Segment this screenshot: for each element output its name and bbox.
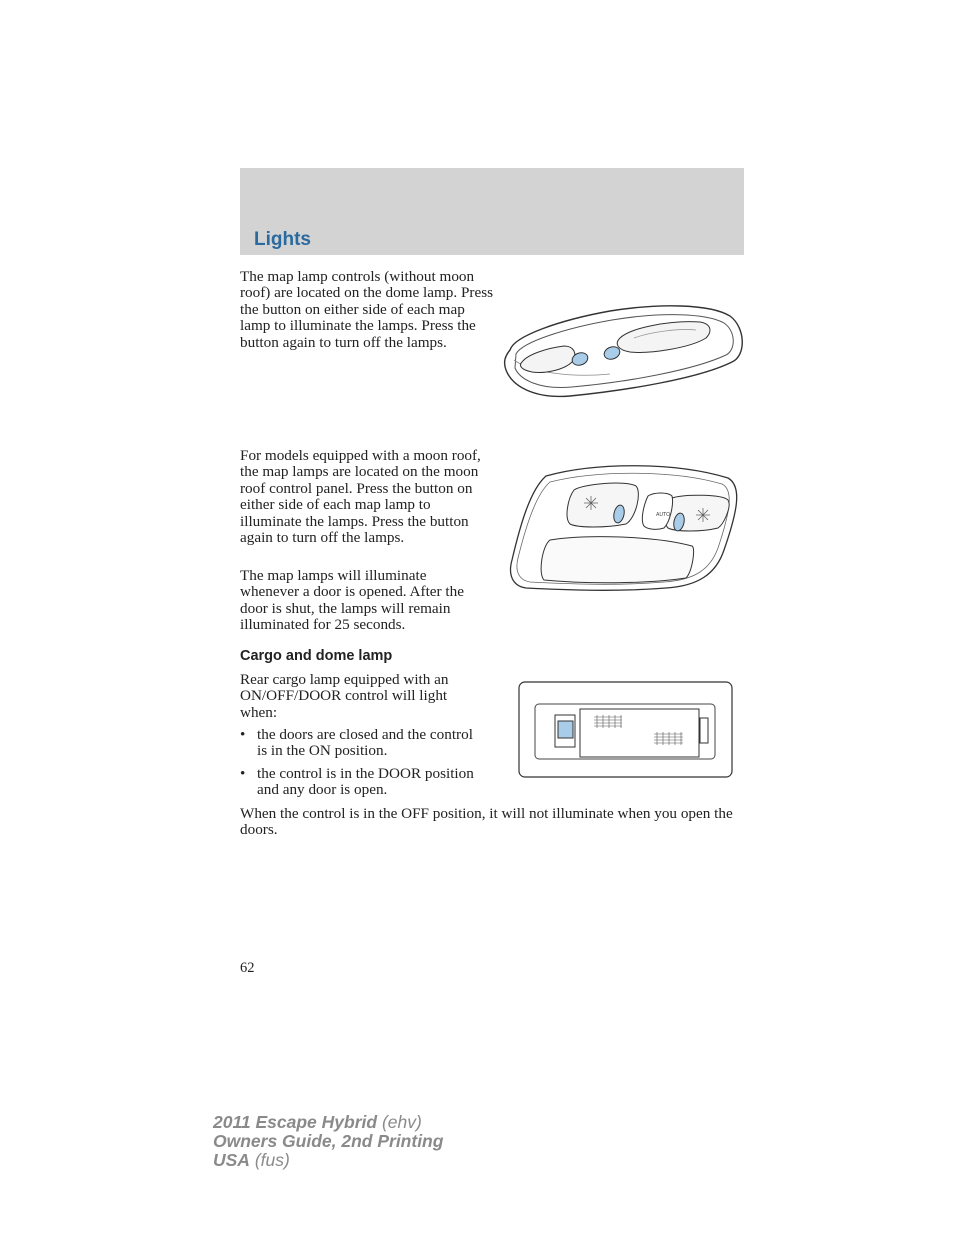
bullet-icon: •	[240, 764, 246, 782]
bullet-icon: •	[240, 726, 246, 743]
cargo-dome-lamp-heading: Cargo and dome lamp	[240, 648, 393, 664]
dome-lamp-illustration	[500, 298, 746, 402]
moon-roof-paragraph: For models equipped with a moon roof, the map lamps are located on the moon roof control panel. Press the button on either side of each map lamp to illuminate the lamps. Press the button again to turn off the lamps.	[240, 447, 481, 547]
list-item: • the control is in the DOOR position and any door is open.	[240, 764, 474, 799]
illumination-paragraph: The map lamps will illuminate whenever a door is opened. After the door is shut, the lamps will remain illuminated for 25 seconds.	[240, 567, 464, 634]
document-footer	[213, 1113, 443, 1170]
moon-roof-panel-illustration	[506, 460, 742, 594]
cargo-lamp-intro: Rear cargo lamp equipped with an ON/OFF/DOOR control will light when:	[240, 671, 449, 721]
cargo-lamp-illustration	[518, 681, 734, 779]
cargo-lamp-conditions	[240, 727, 476, 805]
footer-line-3: USA (fus)	[213, 1150, 290, 1170]
map-lamp-paragraph: The map lamp controls (without moon roof) are located on the dome lamp. Press the button on either side of each map lamp to illuminate the lamps. Press the button again to turn off the lamps.	[240, 268, 494, 351]
footer-line-2: Owners Guide, 2nd Printing	[213, 1131, 444, 1151]
auto-label: AUTO	[656, 512, 671, 518]
page-number: 62	[240, 960, 255, 976]
section-header-band	[240, 168, 744, 255]
footer-line-1: 2011 Escape Hybrid (ehv)	[213, 1112, 422, 1132]
list-item: • the doors are closed and the control is in the ON position.	[240, 726, 473, 760]
off-position-paragraph: When the control is in the OFF position, it will not illuminate when you open the doors.	[240, 805, 733, 839]
page-title: Lights	[254, 229, 311, 250]
